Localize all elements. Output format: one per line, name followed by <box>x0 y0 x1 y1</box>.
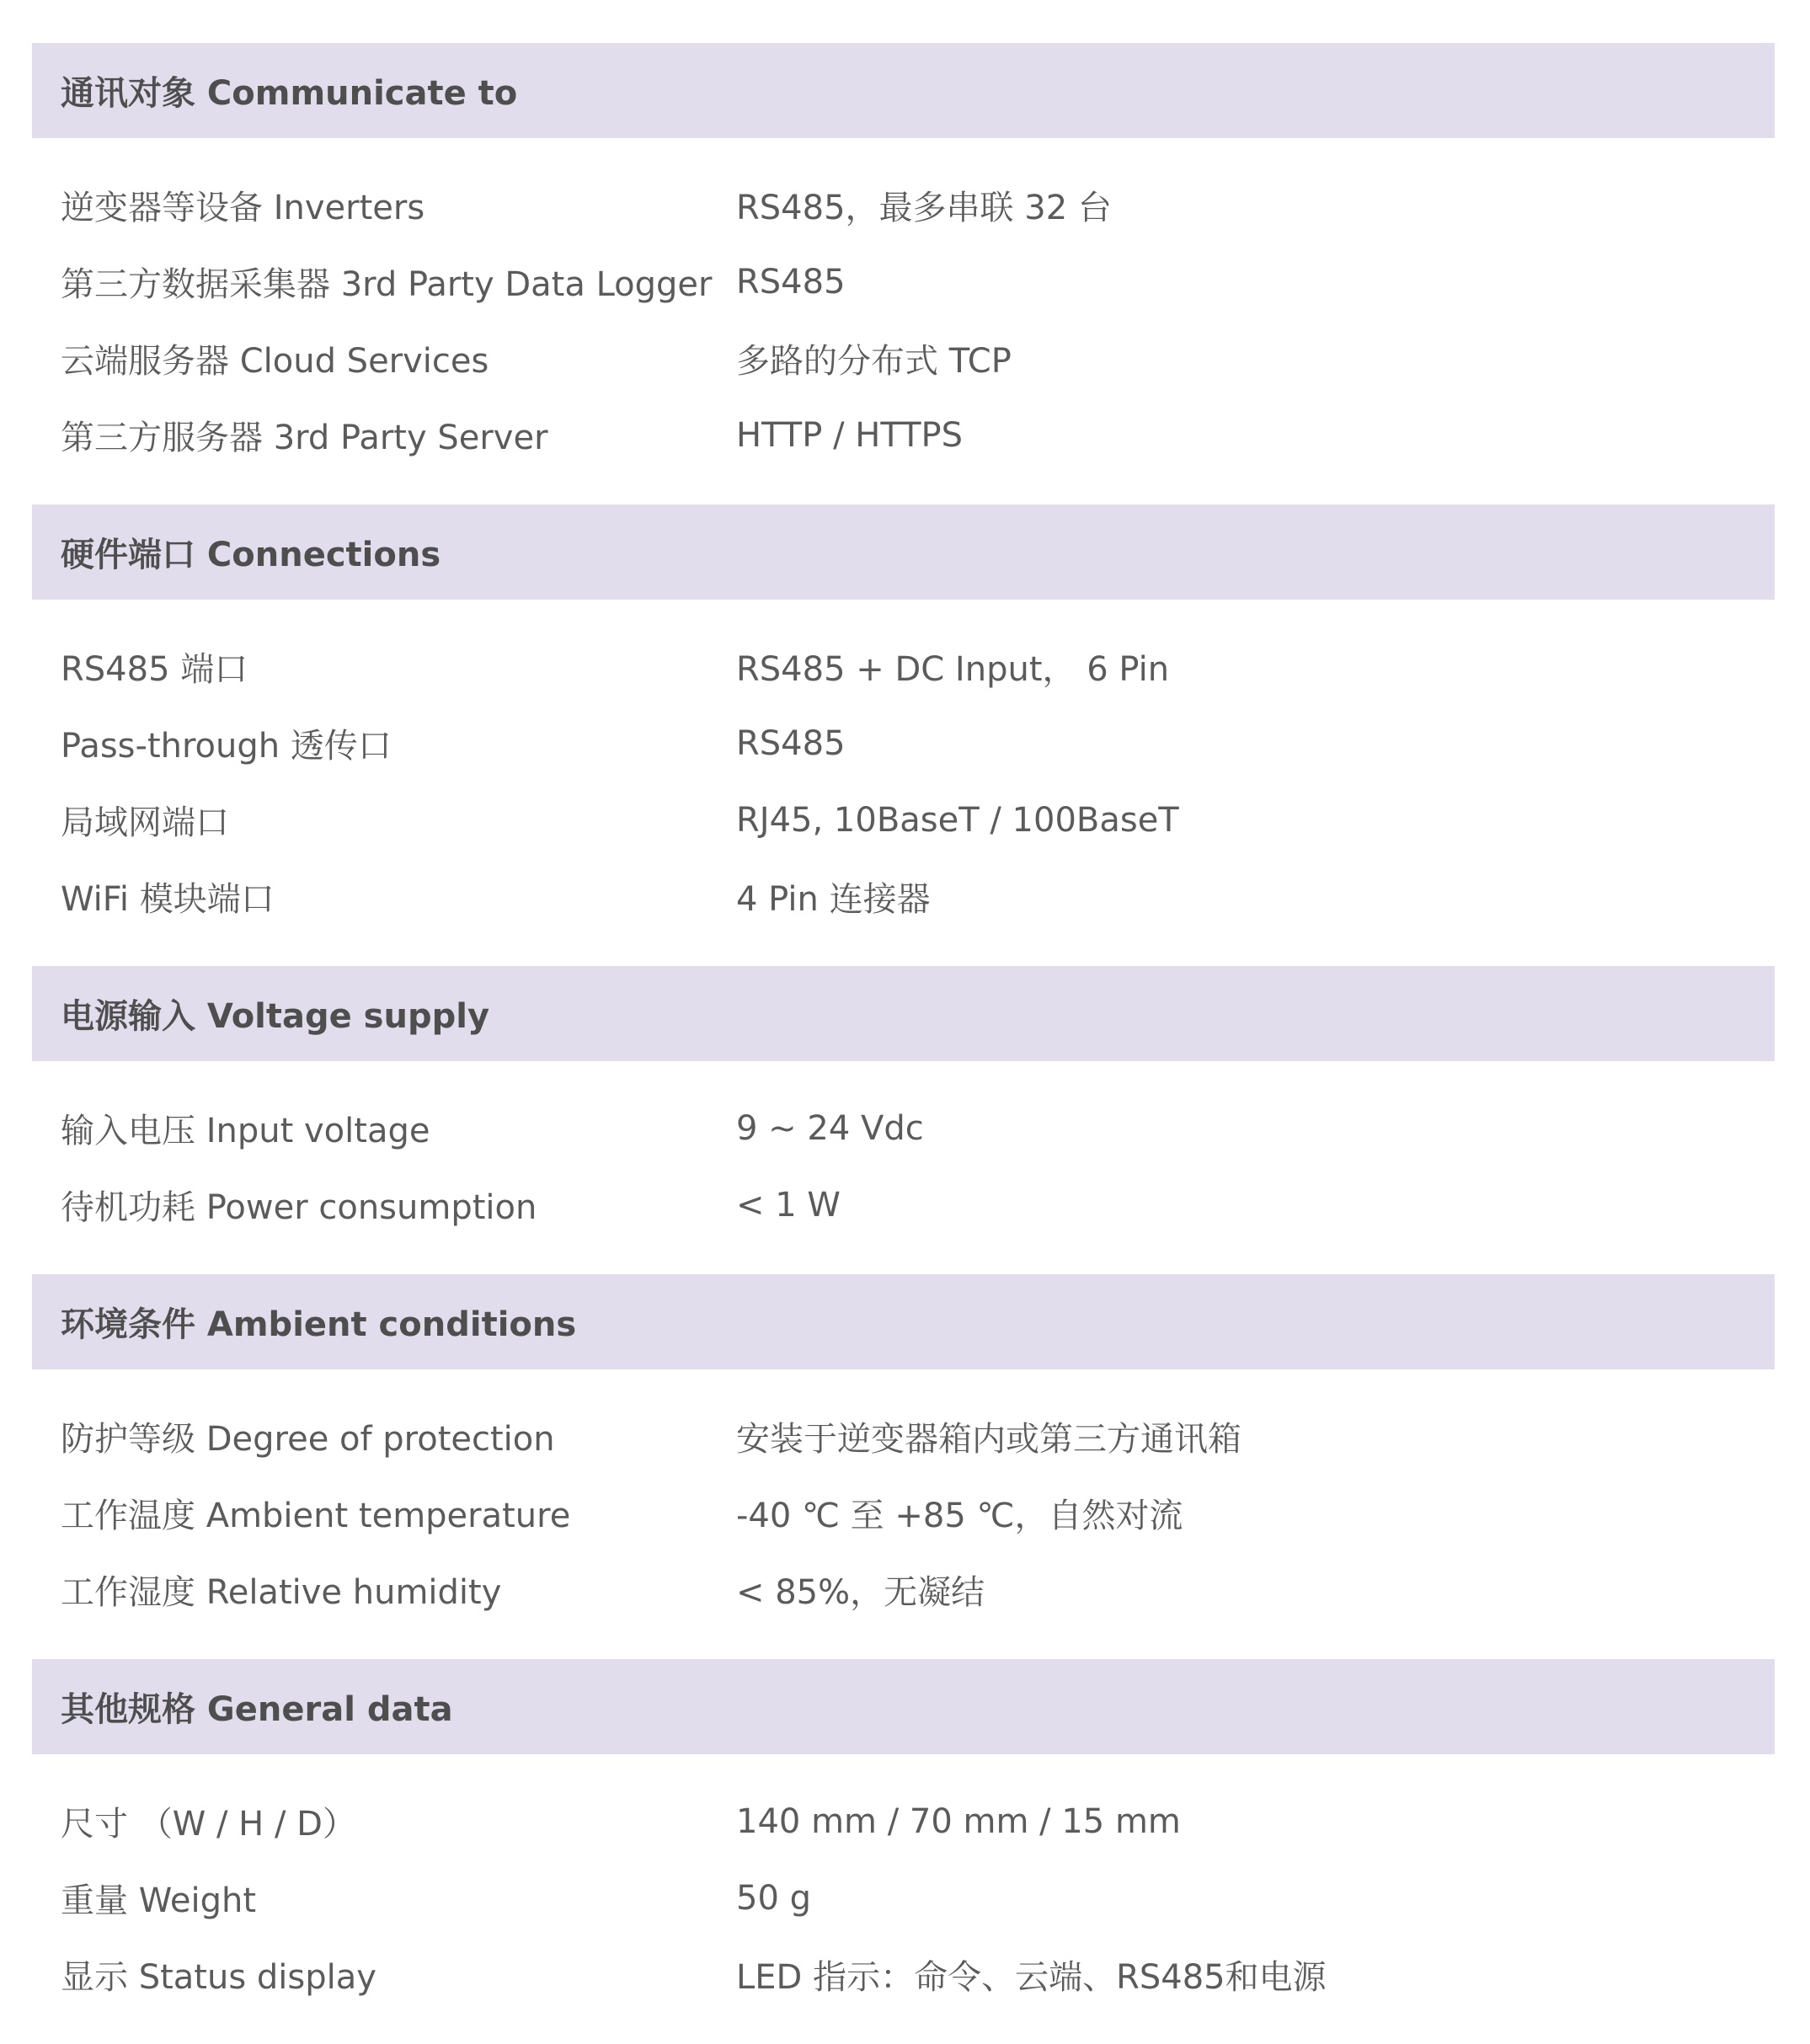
spec-label: Pass-through 透传口 <box>61 727 392 766</box>
section-body <box>32 138 1775 504</box>
spec-value: 140 mm / 70 mm / 15 mm <box>736 1801 1181 1841</box>
spec-label: 尺寸 （W / H / D） <box>61 1805 356 1844</box>
section-title: 环境条件 Ambient conditions <box>61 1305 577 1344</box>
section-header <box>32 1274 1775 1369</box>
spec-row <box>32 243 1775 320</box>
spec-value: RS485 + DC Input， 6 Pin <box>736 650 1170 689</box>
spec-row <box>32 782 1775 858</box>
spec-row <box>32 1475 1775 1551</box>
spec-label: 局域网端口 <box>61 803 229 842</box>
spec-row <box>32 1860 1775 1936</box>
spec-value: 4 Pin 连接器 <box>736 880 931 919</box>
spec-label: 工作温度 Ambient temperature <box>61 1497 571 1535</box>
spec-label: 输入电压 Input voltage <box>61 1112 430 1150</box>
spec-row <box>32 1166 1775 1243</box>
section-header <box>32 966 1775 1061</box>
spec-value: 多路的分布式 TCP <box>736 342 1012 381</box>
section-title: 电源输入 Voltage supply <box>61 997 490 1036</box>
section-body <box>32 600 1775 966</box>
spec-label: WiFi 模块端口 <box>61 880 275 919</box>
section-voltage-supply <box>32 966 1775 1274</box>
spec-row <box>32 320 1775 397</box>
spec-value: < 85%，无凝结 <box>736 1573 985 1612</box>
spec-value: -40 ℃ 至 +85 ℃，自然对流 <box>736 1497 1183 1535</box>
spec-row <box>32 1398 1775 1475</box>
section-ambient-conditions <box>32 1274 1775 1659</box>
section-general-data <box>32 1659 1775 2044</box>
spec-value: 9 ~ 24 Vdc <box>736 1108 924 1148</box>
spec-value: RJ45, 10BaseT / 100BaseT <box>736 800 1179 840</box>
spec-sheet <box>32 43 1775 2044</box>
spec-row <box>32 167 1775 243</box>
section-header <box>32 1659 1775 1754</box>
spec-value: LED 指示：命令、云端、RS485和电源 <box>736 1958 1327 1997</box>
spec-row <box>32 628 1775 705</box>
spec-row <box>32 1551 1775 1628</box>
spec-row <box>32 1783 1775 1860</box>
spec-value: 50 g <box>736 1878 812 1918</box>
section-communicate-to <box>32 43 1775 504</box>
spec-label: 第三方服务器 3rd Party Server <box>61 419 548 457</box>
section-title: 其他规格 General data <box>61 1690 453 1729</box>
section-body <box>32 1061 1775 1274</box>
section-body <box>32 1369 1775 1659</box>
spec-value: RS485 <box>736 723 846 763</box>
spec-label: 显示 Status display <box>61 1958 376 1997</box>
spec-label: 待机功耗 Power consumption <box>61 1188 537 1227</box>
section-header <box>32 43 1775 138</box>
section-title: 通讯对象 Communicate to <box>61 74 518 113</box>
spec-value: 安装于逆变器箱内或第三方通讯箱 <box>736 1420 1241 1459</box>
section-title: 硬件端口 Connections <box>61 536 441 574</box>
spec-label: 逆变器等设备 Inverters <box>61 189 425 227</box>
spec-row <box>32 858 1775 935</box>
spec-row <box>32 397 1775 473</box>
spec-row <box>32 705 1775 782</box>
section-header <box>32 504 1775 600</box>
section-body <box>32 1754 1775 2044</box>
spec-label: 防护等级 Degree of protection <box>61 1420 555 1459</box>
section-connections <box>32 504 1775 966</box>
spec-value: RS485 <box>736 262 846 302</box>
spec-label: RS485 端口 <box>61 650 248 689</box>
spec-row <box>32 1936 1775 2013</box>
spec-value: RS485，最多串联 32 台 <box>736 189 1112 227</box>
spec-label: 工作湿度 Relative humidity <box>61 1573 502 1612</box>
spec-label: 第三方数据采集器 3rd Party Data Logger <box>61 265 713 304</box>
spec-value: HTTP / HTTPS <box>736 415 964 455</box>
spec-label: 云端服务器 Cloud Services <box>61 342 489 381</box>
spec-row <box>32 1090 1775 1166</box>
spec-label: 重量 Weight <box>61 1881 257 1920</box>
spec-value: < 1 W <box>736 1185 841 1225</box>
